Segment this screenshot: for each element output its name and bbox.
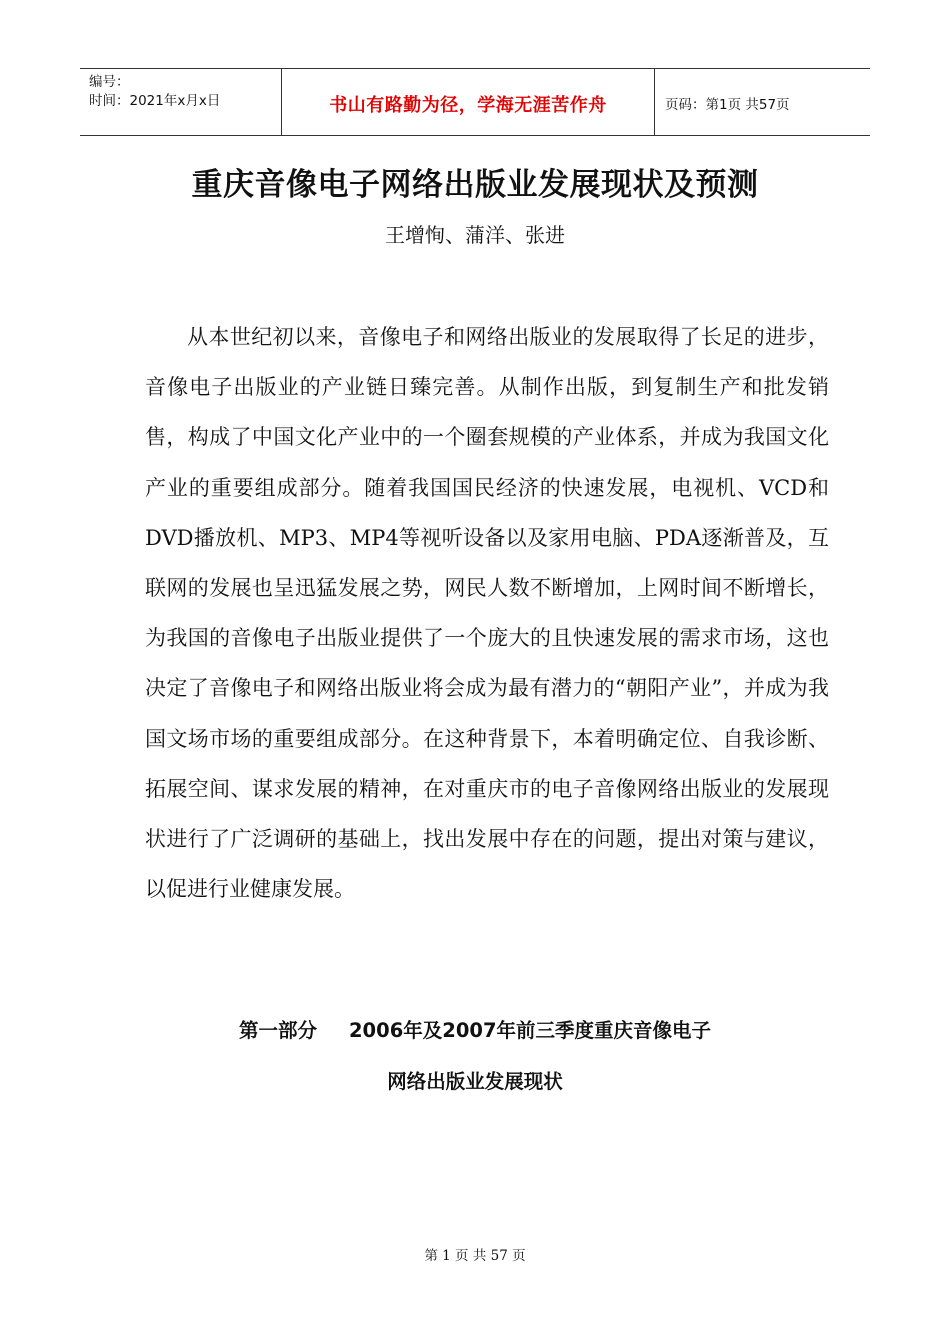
header-table: [80, 68, 870, 136]
section-title-line2: 网络出版业发展现状: [387, 1070, 563, 1093]
intro-paragraph: 从本世纪初以来，音像电子和网络出版业的发展取得了长足的进步，音像电子出版业的产业链日臻完善。从制作出版，到复制生产和批发销售，构成了中国文化产业中的一个圈套规模的产业体系，并成为我国文化产业的重要组成部分。随着我国国民经济的快速发展，电视机、VCD和DVD播放机、MP3、MP4等视听设备以及家用电脑、PDA逐渐普及，互联网的发展也呈迅猛发展之势，网民人数不断增加，上网时间不断增长，为我国的音像电子出版业提供了一个庞大的且快速发展的需求市场，这也决定了音像电子和网络出版业将会成为最有潜力的“朝阳产业”，并成为我国文场市场的重要组成部分。在这种背景下，本着明确定位、自我诊断、拓展空间、谋求发展的精神，在对重庆市的电子音像网络出版业的发展现状进行了广泛调研的基础上，找出发展中存在的问题，提出对策与建议，以促进行业健康发展。: [145, 325, 829, 902]
section-part-label: 第一部分: [238, 1019, 317, 1042]
section-heading-line1: [0, 1016, 950, 1046]
date-label: 时间：2021年x月x日: [89, 93, 221, 109]
document-title: 重庆音像电子网络出版业发展现状及预测: [191, 167, 759, 203]
header-meta-cell: [80, 69, 282, 135]
section-title-line1: 2006年及2007年前三季度重庆音像电子: [348, 1019, 712, 1042]
document-authors: 王增恂、蒲洋、张进: [385, 223, 565, 247]
header-motto-cell: [282, 69, 655, 135]
serial-number-label: 编号：: [89, 74, 130, 90]
page-footer: 第 1 页 共 57 页: [424, 1248, 526, 1264]
header-page-cell: [655, 69, 870, 135]
motto-text: 书山有路勤为径，学海无涯苦作舟: [329, 95, 607, 116]
section-heading-line2: [0, 1067, 950, 1097]
page-info: 页码：第1页 共57页: [665, 97, 790, 113]
